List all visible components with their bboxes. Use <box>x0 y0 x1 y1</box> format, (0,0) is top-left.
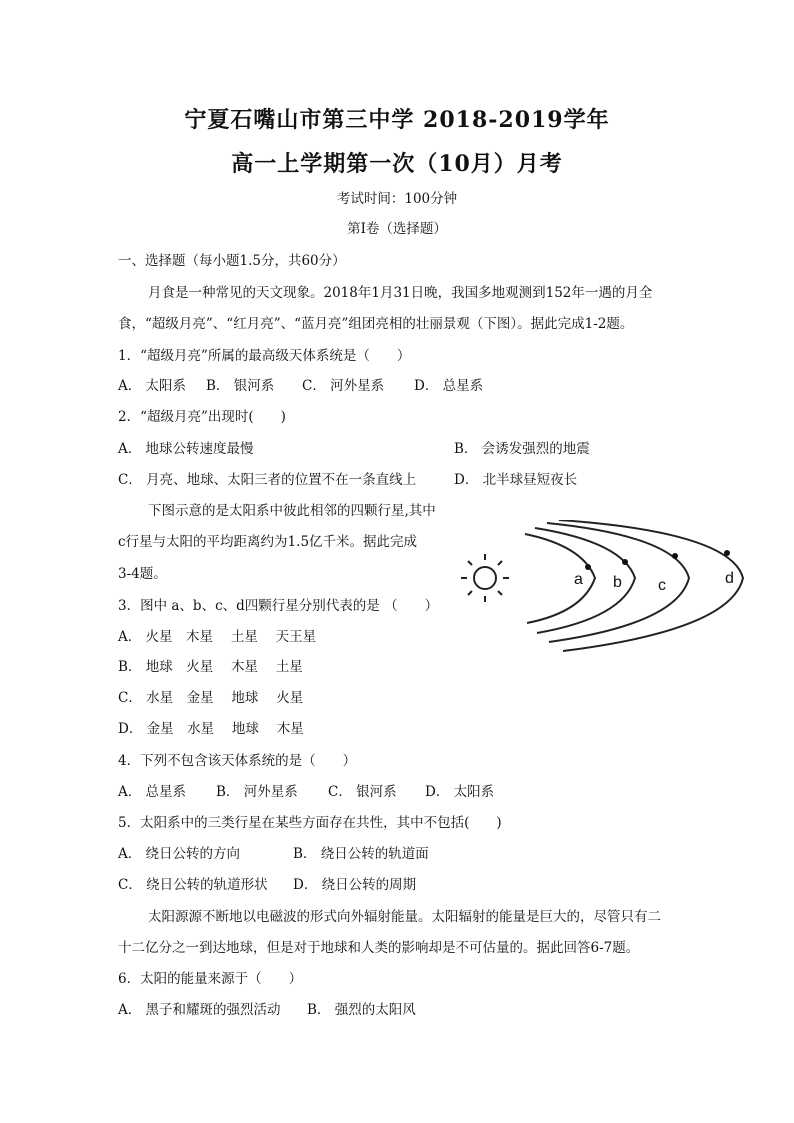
q4-stem: 4．下列不包含该天体系统的是（ ） <box>118 753 357 769</box>
intro-1-2-line2: 食，“超级月亮”、“红月亮”、“蓝月亮”组团亮相的壮丽景观（下图）。据此完成1-2题。 <box>118 316 634 332</box>
planet-b <box>622 559 628 565</box>
solar-system-diagram <box>455 520 755 655</box>
q3-option-c: C． 水星 金星 地球 火星 <box>118 690 304 706</box>
q2-option-a: A． 地球公转速度最慢 <box>118 441 254 457</box>
planet-label-c: c <box>658 577 666 594</box>
planet-a <box>585 564 591 570</box>
q1-option-a: A． 太阳系 <box>118 378 187 394</box>
planet-label-d: d <box>725 570 734 587</box>
q6-option-b: B． 强烈的太阳风 <box>307 1002 416 1018</box>
intro-6-7-line1: 太阳源源不断地以电磁波的形式向外辐射能量。太阳辐射的能量是巨大的，尽管只有二 <box>148 909 661 925</box>
q3-option-b: B． 地球 火星 木星 土星 <box>118 659 303 675</box>
exam-title-line2: 高一上学期第一次（10月）月考 <box>231 151 563 177</box>
sun-icon <box>461 554 509 602</box>
q2-option-d: D． 北半球昼短夜长 <box>454 472 578 488</box>
q4-options <box>118 780 494 800</box>
orbit-a <box>525 534 595 623</box>
planet-label-b: b <box>613 574 622 591</box>
planet-c <box>672 553 678 559</box>
q5-stem: 5．太阳系中的三类行星在某些方面存在共性，其中不包括( ) <box>118 815 502 831</box>
q3-option-a: A． 火星 木星 土星 天王星 <box>118 629 317 645</box>
q1-option-d: D． 总星系 <box>414 378 484 394</box>
q6-stem: 6．太阳的能量来源于（ ） <box>118 971 303 987</box>
q5-option-a: A． 绕日公转的方向 <box>118 846 241 862</box>
section-title: 第Ⅰ卷（选择题） <box>347 221 447 237</box>
q6-option-a: A． 黑子和耀斑的强烈活动 <box>118 1002 281 1018</box>
q2-stem: 2．“超级月亮”出现时( ) <box>118 409 286 425</box>
q3-option-d: D． 金星 水星 地球 木星 <box>118 721 304 737</box>
q1-option-b: B． 银河系 <box>206 378 275 394</box>
planet-d <box>724 550 730 556</box>
planet-label-a: a <box>574 571 583 588</box>
exam-time: 考试时间：100分钟 <box>336 191 458 207</box>
q5-option-d: D． 绕日公转的周期 <box>293 877 417 893</box>
exam-title-line1: 宁夏石嘴山市第三中学 2018-2019学年 <box>184 107 610 133</box>
q1-stem: 1．“超级月亮”所属的最高级天体系统是（ ） <box>118 348 411 364</box>
q4-option-a: A． 总星系 <box>118 784 187 800</box>
q3-stem: 3．图中 a、b、c、d四颗行星分别代表的是 （ ） <box>118 598 439 614</box>
q4-option-c: C． 银河系 <box>328 784 397 800</box>
intro-1-2-line1: 月食是一种常见的天文现象。2018年1月31日晚，我国多地观测到152年一遇的月全 <box>148 285 653 301</box>
intro-3-4-line3: 3-4题。 <box>118 566 167 582</box>
q4-option-d: D． 太阳系 <box>425 784 495 800</box>
q5-option-b: B． 绕日公转的轨道面 <box>293 846 429 862</box>
q2-option-b: B． 会诱发强烈的地震 <box>454 441 590 457</box>
part-heading: 一、选择题（每小题1.5分，共60分） <box>118 253 346 269</box>
q2-option-c: C． 月亮、地球、太阳三者的位置不在一条直线上 <box>118 472 417 488</box>
intro-6-7-line2: 十二亿分之一到达地球，但是对于地球和人类的影响却是不可估量的。据此回答6-7题。 <box>118 940 640 956</box>
q4-option-b: B． 河外星系 <box>216 784 298 800</box>
q1-options <box>118 374 483 394</box>
intro-3-4-line1: 下图示意的是太阳系中彼此相邻的四颗行星,其中 <box>148 503 436 519</box>
intro-3-4-line2: c行星与太阳的平均距离约为1.5亿千米。据此完成 <box>118 534 418 550</box>
q1-option-c: C． 河外星系 <box>302 378 385 394</box>
q5-option-c: C． 绕日公转的轨道形状 <box>118 877 268 893</box>
